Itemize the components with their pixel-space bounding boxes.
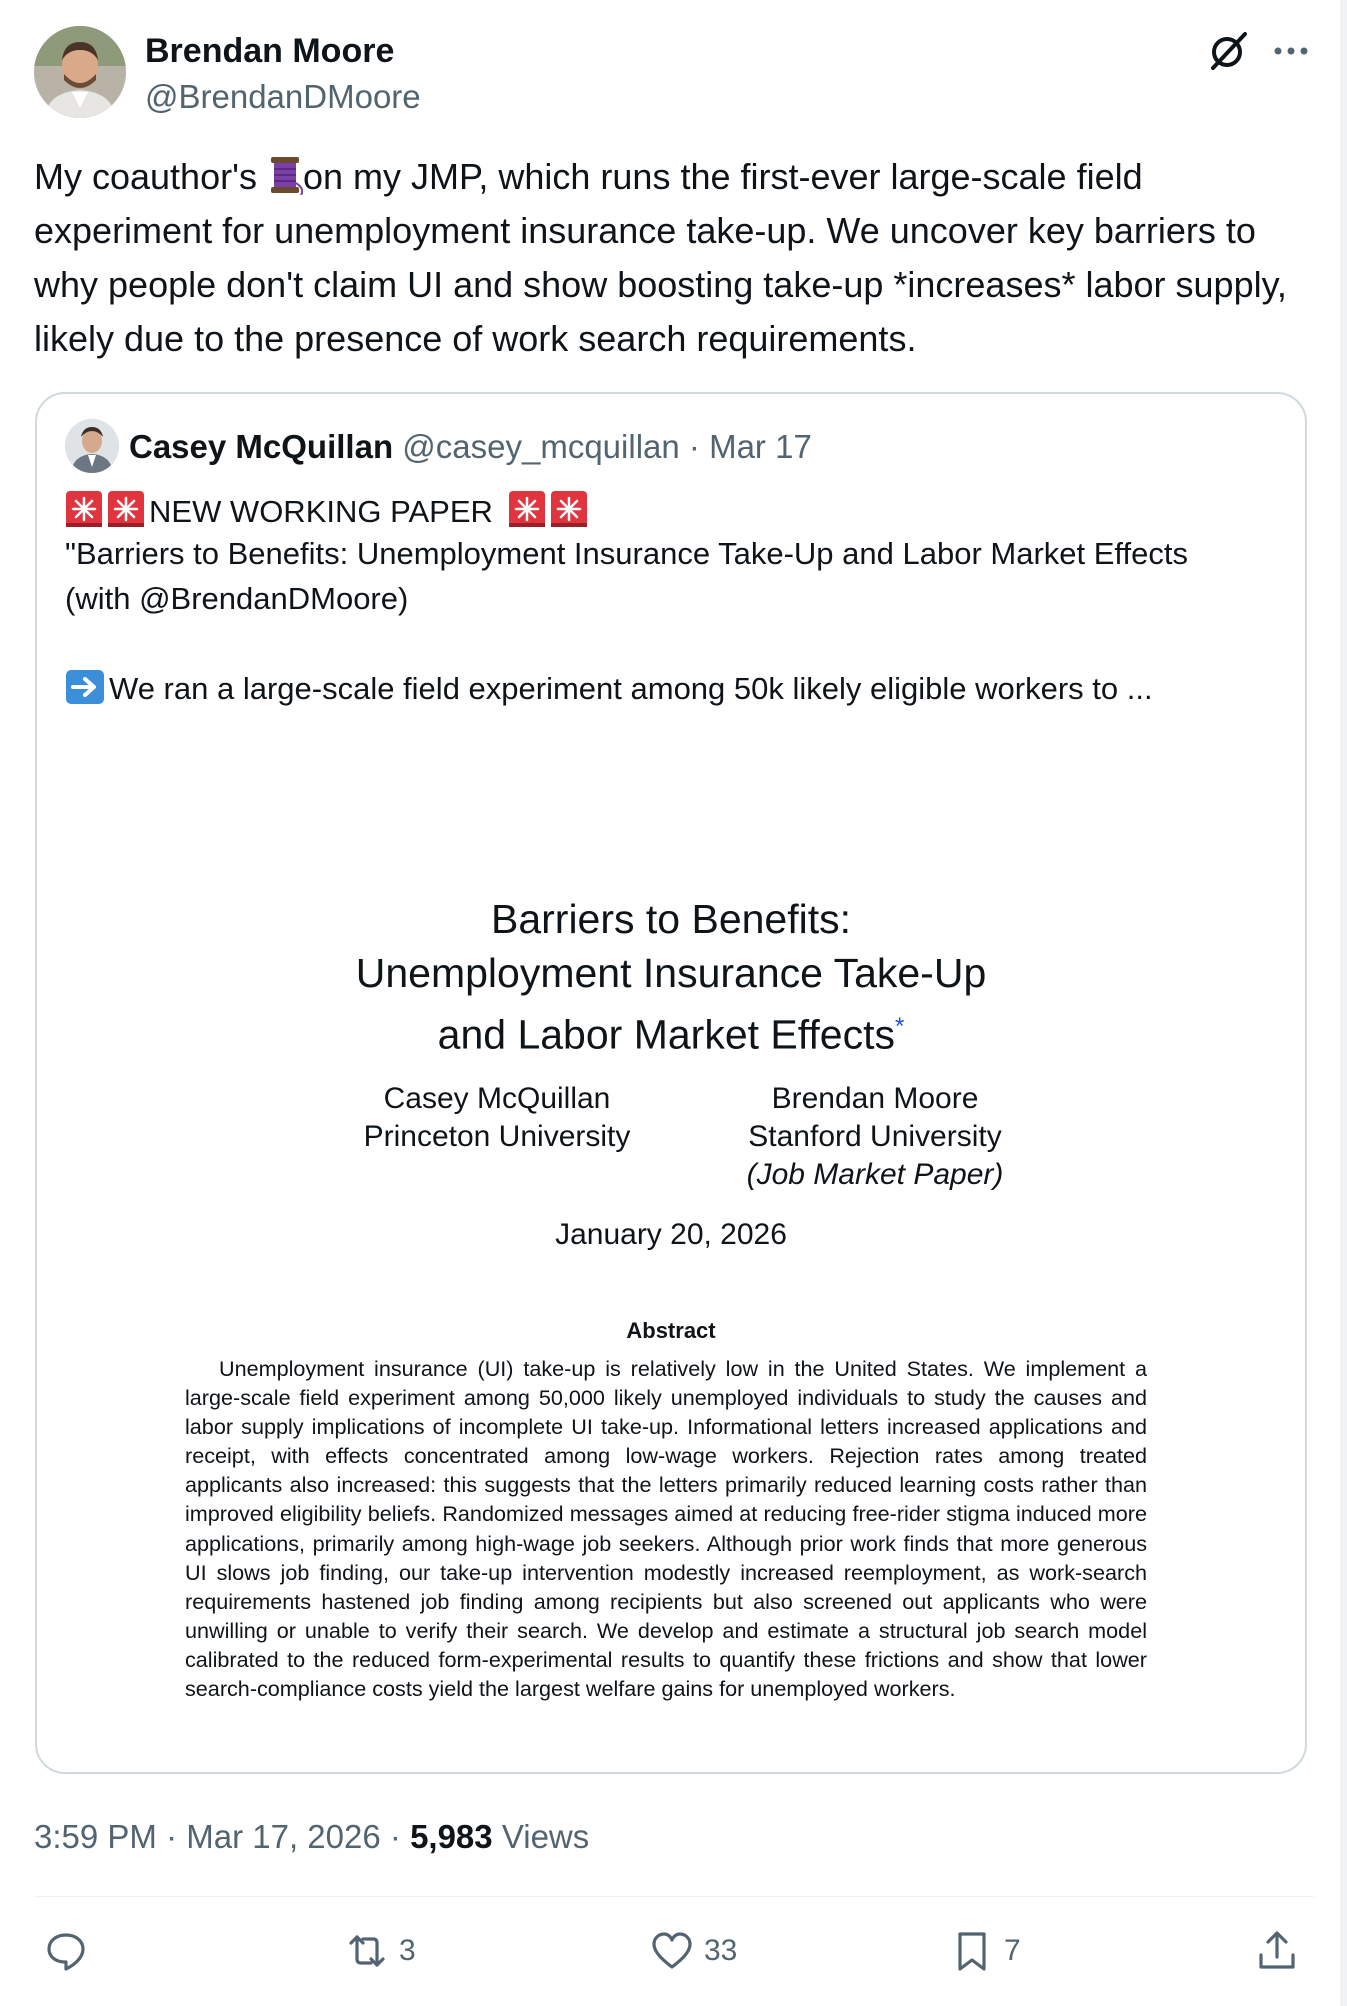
paper-author-1-name: Casey McQuillan <box>383 1082 611 1115</box>
quote-author-handle[interactable]: @casey_mcquillan <box>402 428 680 465</box>
paper-author-1 <box>317 1080 677 1156</box>
paper-author-2 <box>695 1080 1055 1194</box>
avatar-photo-icon <box>34 26 126 118</box>
like-button[interactable] <box>650 1925 737 1977</box>
reply-icon <box>44 1929 88 1973</box>
quote-text-line-1: "Barriers to Benefits: Unemployment Insurance Take-Up and Labor Market Effects <box>65 536 1188 571</box>
paper-author-2-note: (Job Market Paper) <box>746 1158 1004 1191</box>
paper-title-line: Barriers to Benefits: <box>490 896 852 942</box>
paper-title-footnote-mark: * <box>894 1013 905 1040</box>
views-count: 5,983 <box>410 1818 493 1855</box>
paper-title-line: Unemployment Insurance Take-Up <box>355 950 987 996</box>
paper-author-2-affil: Stanford University <box>748 1120 1002 1153</box>
author-name[interactable]: Brendan Moore <box>145 32 395 70</box>
author-handle[interactable]: @BrendanDMoore <box>145 78 421 115</box>
paper-title-line-3: and Labor Market Effects <box>437 1011 895 1058</box>
share-icon <box>1255 1929 1299 1973</box>
heart-icon <box>650 1929 694 1973</box>
retweet-button[interactable] <box>345 1925 416 1977</box>
meta-separator: · <box>166 1818 178 1855</box>
paper-abstract-heading: Abstract <box>626 1318 716 1343</box>
views-label: Views <box>501 1818 590 1855</box>
paper-title-line <box>37 1000 1305 1062</box>
meta-separator: · <box>389 1818 401 1855</box>
tweet-text-before: My coauthor's <box>34 156 267 197</box>
quote-separator: · <box>688 428 700 465</box>
quote-text-line-2: (with @BrendanDMoore) <box>65 581 409 616</box>
more-dots-icon <box>1268 28 1314 74</box>
paper-author-2-name: Brendan Moore <box>771 1082 979 1115</box>
tweet-text-after: on my JMP, which runs the first-ever large-scale field experiment for unemployment insurance take-up. We uncover key barriers to why people don't claim UI and show boosting take-up *increases* labor supply, likely due to the presence of work search requirements. <box>34 156 1287 359</box>
paper-abstract <box>185 1354 1147 1703</box>
retweet-icon <box>345 1929 389 1973</box>
paper-title <box>37 892 1305 1062</box>
retweet-count: 3 <box>399 1934 416 1967</box>
tweet-text <box>34 150 1314 366</box>
author-avatar[interactable] <box>34 26 126 118</box>
share-button[interactable] <box>1255 1925 1299 1977</box>
paper-author-1-affil: Princeton University <box>363 1120 631 1153</box>
grok-icon <box>1205 28 1251 74</box>
bookmark-count: 7 <box>1004 1934 1021 1967</box>
grok-button[interactable] <box>1205 28 1251 74</box>
quote-date[interactable]: Mar 17 <box>709 428 812 465</box>
divider <box>34 1896 1314 1897</box>
thread-spool-icon <box>267 153 303 195</box>
tweet-meta <box>34 1816 589 1858</box>
quoted-tweet-card[interactable] <box>35 392 1307 1774</box>
paper-image[interactable] <box>37 394 1305 1772</box>
quote-author-name[interactable]: Casey McQuillan <box>129 428 394 465</box>
paper-abstract-text: Unemployment insurance (UI) take-up is relatively low in the United States. We implement a large-scale field experiment among 50,000 likely unemployed individuals to study the causes and labor supply implications of incomplete UI take-up. Informational letters increased applications and receipt, with effects concentrated among low-wage workers. Rejection rates among treated applicants also increased: this suggests that the letters primarily reduced learning costs rather than improved eligibility beliefs. Randomized messages aimed at reducing free-rider stigma induced more applications, primarily among high-wage job seekers. Although prior work finds that more generous UI slows job finding, our take-up intervention modestly increased reemployment, as work-search requirements hastened job finding among recipients but also screened out applicants who were unwilling or unable to verify their search. We develop and estimate a structural job search model calibrated to the reduced form-experimental results to quantify these frictions and show that lower search-compliance costs yield the largest welfare gains for unemployed workers. <box>185 1356 1147 1702</box>
tweet-time[interactable]: 3:59 PM <box>34 1818 157 1855</box>
like-count: 33 <box>704 1934 738 1967</box>
quote-headline: NEW WORKING PAPER <box>149 494 493 529</box>
tweet-date[interactable]: Mar 17, 2026 <box>186 1818 381 1855</box>
bookmark-icon <box>950 1929 994 1973</box>
paper-date: January 20, 2026 <box>555 1218 787 1251</box>
reply-button[interactable] <box>44 1925 98 1977</box>
bookmark-button[interactable] <box>950 1925 1021 1977</box>
scrollbar-track <box>1340 0 1347 2006</box>
quote-text-line-3: We ran a large-scale field experiment among 50k likely eligible workers to ... <box>109 671 1153 706</box>
more-options-button[interactable] <box>1268 28 1314 74</box>
